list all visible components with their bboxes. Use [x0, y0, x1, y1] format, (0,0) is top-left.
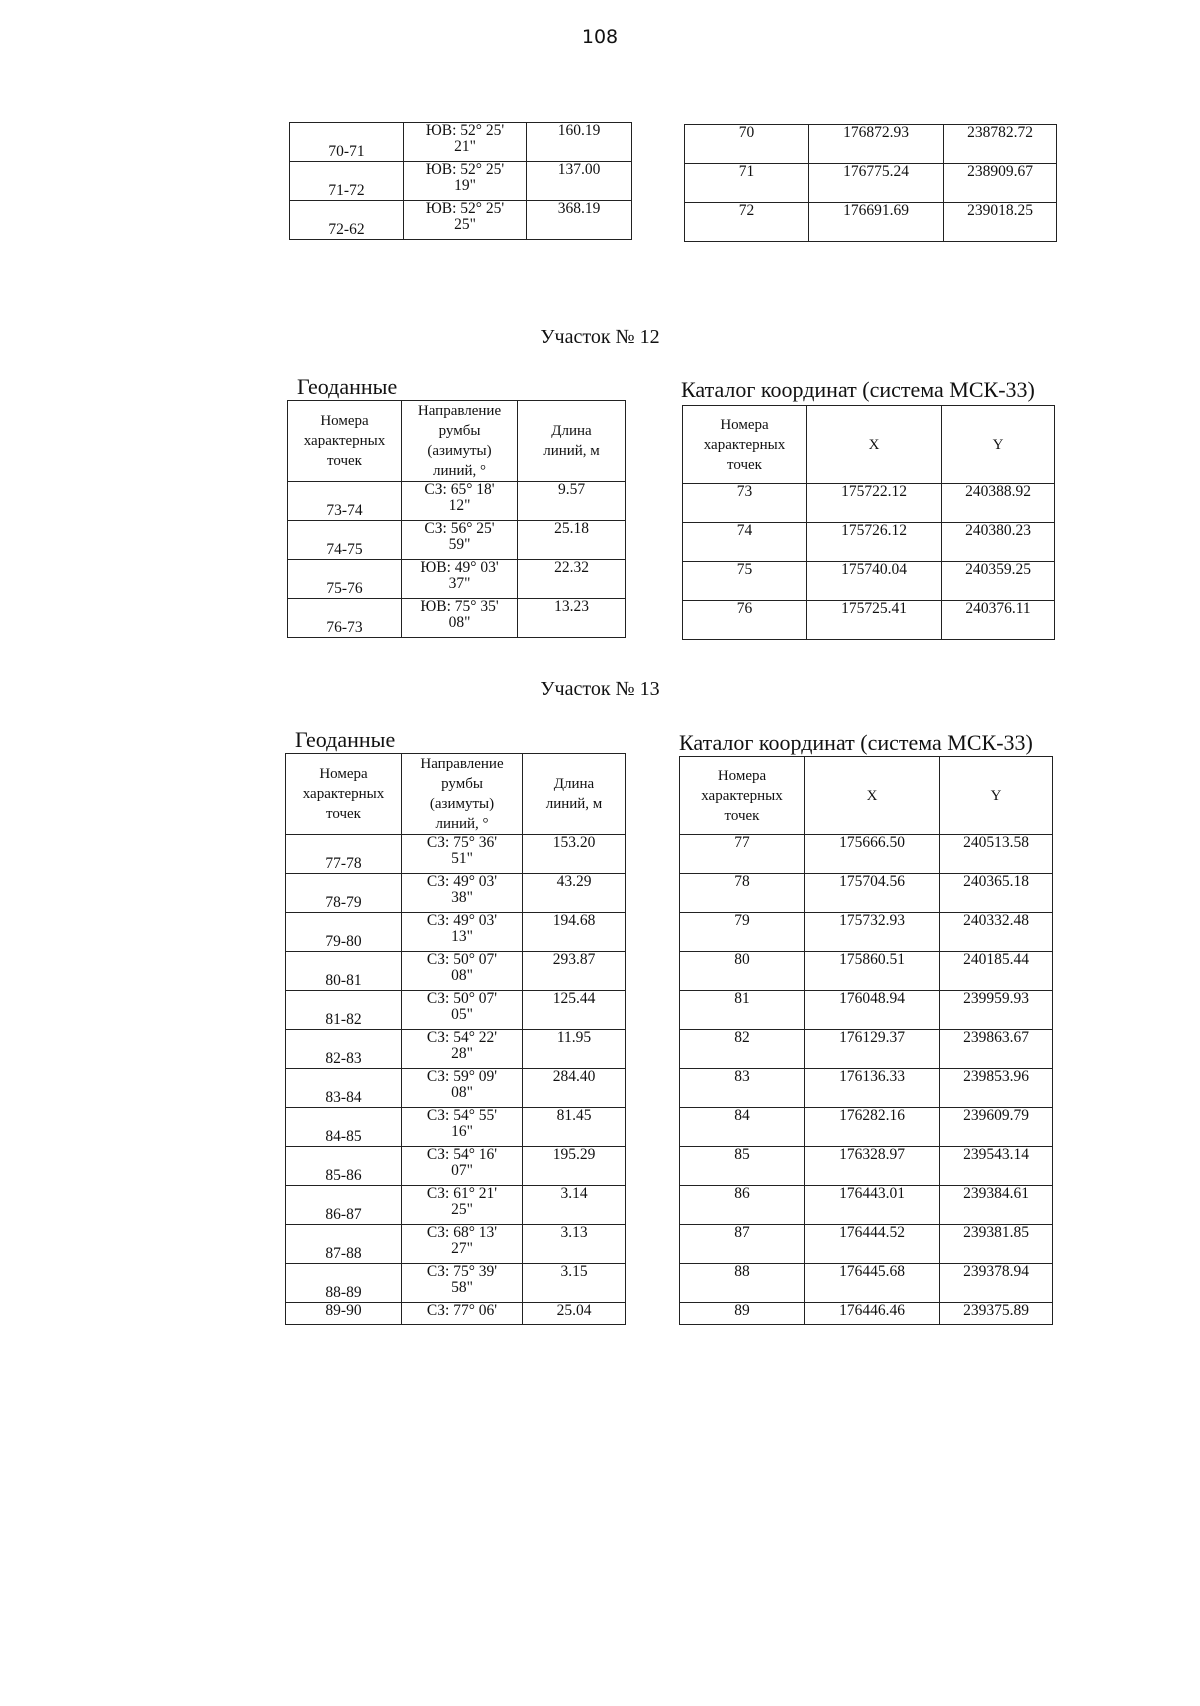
geodata-rows: [286, 835, 626, 1325]
header-row: [680, 757, 1053, 835]
x-cell: 176444.52: [805, 1225, 940, 1264]
coord-header: [683, 406, 1055, 484]
direction-cell: СЗ: 50° 07' 05": [402, 991, 523, 1030]
coord-table-continued: [684, 124, 1057, 242]
coord-row: [685, 164, 1057, 203]
coord-catalog-caption: Каталог координат (система МСК-33): [679, 730, 1033, 755]
y-cell: 240359.25: [942, 562, 1055, 601]
length-cell: 195.29: [523, 1147, 626, 1186]
segment-cell: [286, 874, 402, 913]
segment-label: 86-87: [325, 1206, 362, 1223]
point-cell: 78: [680, 874, 805, 913]
coord-row: [680, 991, 1053, 1030]
x-cell: 176136.33: [805, 1069, 940, 1108]
direction-cell: ЮВ: 52° 25' 21": [404, 123, 527, 162]
header-y: Y: [940, 757, 1053, 835]
section-title: Участок № 12: [540, 326, 660, 348]
header-point-numbers: Номера характерных точек: [288, 401, 402, 482]
geodata-row: [286, 1108, 626, 1147]
segment-label: 85-86: [325, 1167, 362, 1184]
segment-label: 77-78: [325, 855, 362, 872]
direction-cell: СЗ: 50° 07' 08": [402, 952, 523, 991]
segment-cell: [286, 1186, 402, 1225]
y-cell: 239863.67: [940, 1030, 1053, 1069]
segment-label: 72-62: [328, 221, 365, 238]
y-cell: 240388.92: [942, 484, 1055, 523]
segment-cell: [286, 1069, 402, 1108]
header-point-numbers: Номера характерных точек: [683, 406, 807, 484]
geodata-rows: [288, 482, 626, 638]
coord-rows: [683, 484, 1055, 640]
direction-cell: СЗ: 54° 16' 07": [402, 1147, 523, 1186]
coord-row: [680, 952, 1053, 991]
coord-table: [682, 405, 1055, 640]
segment-cell: [286, 1264, 402, 1303]
geodata-row: [286, 913, 626, 952]
point-cell: 82: [680, 1030, 805, 1069]
y-cell: 239381.85: [940, 1225, 1053, 1264]
geodata-row: [286, 1030, 626, 1069]
coord-row: [680, 1186, 1053, 1225]
coord-row: [685, 125, 1057, 164]
coord-header: [680, 757, 1053, 835]
y-cell: 240332.48: [940, 913, 1053, 952]
x-cell: 175666.50: [805, 835, 940, 874]
header-direction: Направление румбы (азимуты) линий, °: [402, 754, 523, 835]
length-cell: 368.19: [527, 201, 632, 240]
segment-cell: [286, 991, 402, 1030]
coord-row: [680, 874, 1053, 913]
coord-row: [680, 1303, 1053, 1325]
point-cell: 70: [685, 125, 809, 164]
x-cell: 176445.68: [805, 1264, 940, 1303]
length-cell: 293.87: [523, 952, 626, 991]
geodata-row: [286, 1186, 626, 1225]
point-cell: 74: [683, 523, 807, 562]
header-direction: Направление румбы (азимуты) линий, °: [402, 401, 518, 482]
geodata-table: [287, 400, 626, 638]
point-cell: 83: [680, 1069, 805, 1108]
segment-label: 70-71: [328, 143, 365, 160]
coord-row: [685, 203, 1057, 242]
point-cell: 81: [680, 991, 805, 1030]
length-cell: 194.68: [523, 913, 626, 952]
x-cell: 175726.12: [807, 523, 942, 562]
segment-label: 87-88: [325, 1245, 362, 1262]
segment-cell: [286, 1147, 402, 1186]
coord-rows: [685, 125, 1057, 242]
segment-label: 71-72: [328, 182, 365, 199]
header-length: Длина линий, м: [523, 754, 626, 835]
segment-cell: [290, 201, 404, 240]
direction-cell: СЗ: 65° 18' 12": [402, 482, 518, 521]
x-cell: 176691.69: [809, 203, 944, 242]
point-cell: 77: [680, 835, 805, 874]
segment-label: 73-74: [326, 502, 363, 519]
y-cell: 239378.94: [940, 1264, 1053, 1303]
x-cell: 176129.37: [805, 1030, 940, 1069]
header-x: X: [805, 757, 940, 835]
geodata-table-continued: [289, 122, 632, 240]
y-cell: 239609.79: [940, 1108, 1053, 1147]
direction-cell: СЗ: 54° 22' 28": [402, 1030, 523, 1069]
coord-row: [680, 913, 1053, 952]
y-cell: 240376.11: [942, 601, 1055, 640]
segment-cell: [286, 1108, 402, 1147]
coord-row: [680, 1147, 1053, 1186]
direction-cell: СЗ: 61° 21' 25": [402, 1186, 523, 1225]
point-cell: 73: [683, 484, 807, 523]
segment-label: 75-76: [326, 580, 363, 597]
point-cell: 71: [685, 164, 809, 203]
x-cell: 175725.41: [807, 601, 942, 640]
y-cell: 240185.44: [940, 952, 1053, 991]
length-cell: 284.40: [523, 1069, 626, 1108]
segment-label: 80-81: [325, 972, 362, 989]
point-cell: 76: [683, 601, 807, 640]
length-cell: 43.29: [523, 874, 626, 913]
page-number: 108: [581, 26, 619, 48]
segment-cell: [286, 952, 402, 991]
point-cell: 84: [680, 1108, 805, 1147]
geodata-row: [286, 1264, 626, 1303]
geodata-row: [288, 521, 626, 560]
length-cell: 3.15: [523, 1264, 626, 1303]
segment-cell: [290, 162, 404, 201]
direction-cell: СЗ: 56° 25' 59": [402, 521, 518, 560]
length-cell: 25.04: [523, 1303, 626, 1325]
length-cell: 160.19: [527, 123, 632, 162]
direction-cell: СЗ: 59° 09' 08": [402, 1069, 523, 1108]
x-cell: 175740.04: [807, 562, 942, 601]
y-cell: 240365.18: [940, 874, 1053, 913]
direction-cell: СЗ: 54° 55' 16": [402, 1108, 523, 1147]
y-cell: 239853.96: [940, 1069, 1053, 1108]
point-cell: 88: [680, 1264, 805, 1303]
y-cell: 238909.67: [944, 164, 1057, 203]
length-cell: 25.18: [518, 521, 626, 560]
direction-cell: ЮВ: 75° 35' 08": [402, 599, 518, 638]
x-cell: 176282.16: [805, 1108, 940, 1147]
direction-cell: ЮВ: 52° 25' 19": [404, 162, 527, 201]
geodata-caption: Геоданные: [295, 727, 396, 752]
x-cell: 176775.24: [809, 164, 944, 203]
coord-table: [679, 756, 1053, 1325]
segment-label: 76-73: [326, 619, 363, 636]
coord-row: [683, 601, 1055, 640]
point-cell: 75: [683, 562, 807, 601]
coord-row: [683, 484, 1055, 523]
geodata-header: [288, 401, 626, 482]
y-cell: 239543.14: [940, 1147, 1053, 1186]
coord-catalog-caption: Каталог координат (система МСК-33): [681, 377, 1035, 402]
geodata-caption: Геоданные: [297, 374, 398, 399]
coord-row: [680, 1030, 1053, 1069]
segment-cell: [288, 599, 402, 638]
geodata-row: [286, 952, 626, 991]
direction-cell: СЗ: 75° 39' 58": [402, 1264, 523, 1303]
point-cell: 72: [685, 203, 809, 242]
coord-row: [680, 1108, 1053, 1147]
y-cell: 239959.93: [940, 991, 1053, 1030]
y-cell: 238782.72: [944, 125, 1057, 164]
header-point-numbers: Номера характерных точек: [286, 754, 402, 835]
y-cell: 239018.25: [944, 203, 1057, 242]
segment-label: 78-79: [325, 894, 362, 911]
length-cell: 9.57: [518, 482, 626, 521]
point-cell: 89: [680, 1303, 805, 1325]
y-cell: 239375.89: [940, 1303, 1053, 1325]
coord-row: [680, 1069, 1053, 1108]
coord-rows: [680, 835, 1053, 1325]
segment-label: 83-84: [325, 1089, 362, 1106]
direction-cell: СЗ: 68° 13' 27": [402, 1225, 523, 1264]
geodata-rows: [290, 123, 632, 240]
segment-label: 74-75: [326, 541, 363, 558]
geodata-row: [286, 1303, 626, 1325]
segment-cell: [290, 123, 404, 162]
segment-label: 81-82: [325, 1011, 362, 1028]
section-title: Участок № 13: [540, 678, 660, 700]
geodata-row: [286, 874, 626, 913]
segment-cell: 89-90: [286, 1303, 402, 1325]
direction-cell: ЮВ: 49° 03' 37": [402, 560, 518, 599]
y-cell: 239384.61: [940, 1186, 1053, 1225]
geodata-row: [288, 599, 626, 638]
segment-cell: [288, 482, 402, 521]
header-y: Y: [942, 406, 1055, 484]
point-cell: 86: [680, 1186, 805, 1225]
length-cell: 81.45: [523, 1108, 626, 1147]
header-row: [683, 406, 1055, 484]
x-cell: 175860.51: [805, 952, 940, 991]
point-cell: 87: [680, 1225, 805, 1264]
geodata-row: [290, 123, 632, 162]
coord-row: [680, 1225, 1053, 1264]
geodata-row: [286, 1147, 626, 1186]
length-cell: 153.20: [523, 835, 626, 874]
segment-cell: [288, 521, 402, 560]
header-x: X: [807, 406, 942, 484]
length-cell: 125.44: [523, 991, 626, 1030]
length-cell: 22.32: [518, 560, 626, 599]
x-cell: 176048.94: [805, 991, 940, 1030]
coord-row: [683, 562, 1055, 601]
header-point-numbers: Номера характерных точек: [680, 757, 805, 835]
geodata-row: [288, 560, 626, 599]
coord-row: [680, 1264, 1053, 1303]
point-cell: 80: [680, 952, 805, 991]
geodata-row: [288, 482, 626, 521]
length-cell: 137.00: [527, 162, 632, 201]
segment-label: 79-80: [325, 933, 362, 950]
direction-cell: СЗ: 49° 03' 13": [402, 913, 523, 952]
geodata-table: [285, 753, 626, 1325]
segment-label: 84-85: [325, 1128, 362, 1145]
point-cell: 85: [680, 1147, 805, 1186]
direction-cell: СЗ: 77° 06': [402, 1303, 523, 1325]
geodata-row: [286, 1225, 626, 1264]
direction-cell: СЗ: 75° 36' 51": [402, 835, 523, 874]
geodata-row: [286, 991, 626, 1030]
header-row: [286, 754, 626, 835]
x-cell: 175722.12: [807, 484, 942, 523]
geodata-row: [286, 835, 626, 874]
length-cell: 3.14: [523, 1186, 626, 1225]
geodata-row: [290, 201, 632, 240]
y-cell: 240513.58: [940, 835, 1053, 874]
x-cell: 176443.01: [805, 1186, 940, 1225]
geodata-header: [286, 754, 626, 835]
segment-cell: [286, 1030, 402, 1069]
segment-label: 88-89: [325, 1284, 362, 1301]
segment-cell: [286, 913, 402, 952]
direction-cell: СЗ: 49° 03' 38": [402, 874, 523, 913]
length-cell: 11.95: [523, 1030, 626, 1069]
coord-row: [683, 523, 1055, 562]
header-row: [288, 401, 626, 482]
segment-cell: [286, 1225, 402, 1264]
segment-label: 82-83: [325, 1050, 362, 1067]
point-cell: 79: [680, 913, 805, 952]
segment-cell: [288, 560, 402, 599]
length-cell: 13.23: [518, 599, 626, 638]
x-cell: 176446.46: [805, 1303, 940, 1325]
x-cell: 175704.56: [805, 874, 940, 913]
x-cell: 176872.93: [809, 125, 944, 164]
segment-cell: [286, 835, 402, 874]
geodata-row: [290, 162, 632, 201]
coord-row: [680, 835, 1053, 874]
header-length: Длина линий, м: [518, 401, 626, 482]
x-cell: 176328.97: [805, 1147, 940, 1186]
x-cell: 175732.93: [805, 913, 940, 952]
length-cell: 3.13: [523, 1225, 626, 1264]
direction-cell: ЮВ: 52° 25' 25": [404, 201, 527, 240]
y-cell: 240380.23: [942, 523, 1055, 562]
geodata-row: [286, 1069, 626, 1108]
